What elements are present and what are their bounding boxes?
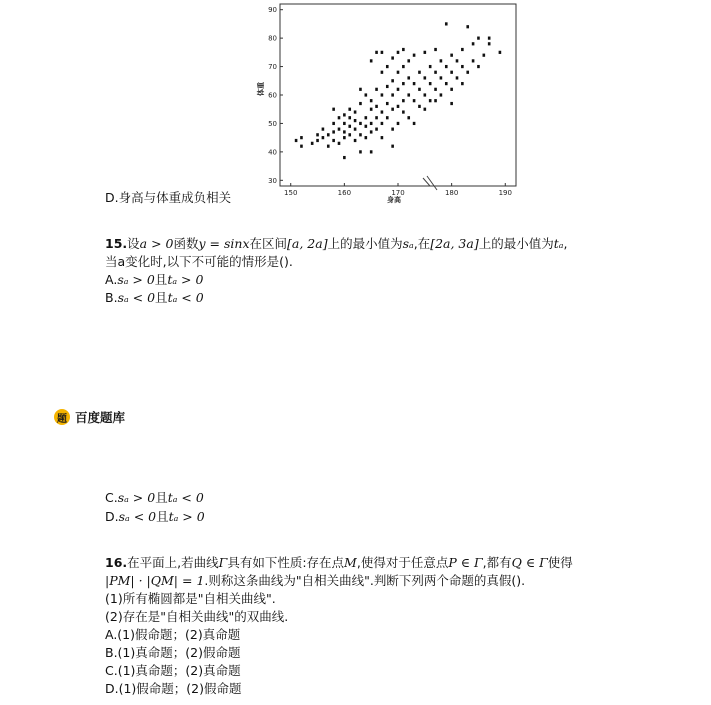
scatter-point [456,76,459,79]
q15-text: 上的最小值为 [327,236,403,251]
scatter-point [354,110,357,113]
scatter-point [359,88,362,91]
scatter-point [338,116,341,119]
scatter-point [413,122,416,125]
option-math: sₐ < 0 [117,290,156,305]
scatter-point [434,99,437,102]
y-tick-label: 50 [268,119,277,128]
scatter-point [365,136,368,139]
scatter-point [327,133,330,136]
scatter-point [466,71,469,74]
scatter-point [429,82,432,85]
scatter-point [343,156,346,159]
scatter-point [402,99,405,102]
scatter-point [418,105,421,108]
q15-text: 设 [127,236,140,251]
x-tick-label: 170 [391,189,405,197]
scatter-point [402,110,405,113]
scatter-point [440,76,443,79]
baidu-tiku-logo [54,408,125,426]
q14-option-d: D.身高与体重成负相关 [105,190,232,205]
q15-option-c[interactable] [105,489,204,507]
height-weight-scatter-chart [255,0,520,205]
q15-text: 在区间 [249,236,288,251]
q16-text: 具有如下性质:存在点 [227,555,345,570]
q16-math: M [344,555,357,570]
scatter-point [424,93,427,96]
scatter-point [375,116,378,119]
scatter-point [407,93,410,96]
q16-text: .则称这条曲线为"自相关曲线".判断下列两个命题的真假(). [204,573,526,588]
scatter-point [413,99,416,102]
q15-stem-line1 [105,235,567,253]
scatter-point [332,108,335,111]
scatter-point [391,145,394,148]
q16-math: Γ [218,555,228,570]
scatter-point [332,139,335,142]
scatter-point [348,125,351,128]
scatter-point [440,93,443,96]
scatter-point [386,102,389,105]
option-letter: C. [105,490,118,505]
scatter-point [445,65,448,68]
scatter-point [402,48,405,51]
scatter-point [381,110,384,113]
scatter-point [472,42,475,45]
scatter-point [413,54,416,57]
scan-artifact-mark [423,176,437,190]
x-tick-label: 160 [337,189,352,197]
scatter-point [450,102,453,105]
scatter-point [445,82,448,85]
q15-math: [2a, 3a] [430,236,479,251]
scatter-point [375,51,378,54]
scatter-point [424,76,427,79]
scatter-point [381,122,384,125]
scatter-point [338,142,341,145]
x-tick-label: 150 [284,189,298,197]
y-tick-label: 70 [268,63,277,72]
scatter-point [440,59,443,62]
scatter-point [354,139,357,142]
scatter-point [348,133,351,136]
scatter-point [370,99,373,102]
scatter-point [343,130,346,133]
q15-text: 函数 [173,236,199,251]
y-axis-label: 体重 [257,82,265,96]
option-text: 且 [154,272,168,287]
scatter-point [327,145,330,148]
q16-text: 使得 [547,555,573,570]
scatter-point [370,122,373,125]
q15-option-a[interactable] [105,271,203,289]
q16-text: 在平面上,若曲线 [127,555,219,570]
scatter-point [343,136,346,139]
scatter-point [477,37,480,40]
scatter-point [295,139,298,142]
q16-option-c[interactable]: C.(1)真命题；(2)真命题 [105,663,241,678]
scatter-point [359,133,362,136]
scatter-point [418,88,421,91]
q16-text: ,使得对于任意点 [356,555,449,570]
scatter-point [370,59,373,62]
scatter-point [434,71,437,74]
scatter-point [322,128,325,131]
scatter-point [343,122,346,125]
scatter-point [397,51,400,54]
option-letter: A. [105,272,118,287]
scatter-point [397,71,400,74]
scatter-point [316,133,319,136]
scatter-point [343,113,346,116]
q15-number: 15. [105,236,128,251]
scatter-point [499,51,502,54]
scatter-point [397,88,400,91]
scatter-point [322,136,325,139]
option-text: 且 [155,290,168,305]
scatter-point [461,82,464,85]
scatter-point [450,54,453,57]
q15-stem-line2: 当a变化时,以下不可能的情形是(). [105,254,293,269]
scatter-point [466,25,469,28]
q15-math: a > 0 [139,236,174,251]
scatter-point [397,122,400,125]
scatter-point [402,82,405,85]
y-tick-label: 60 [268,91,277,100]
q15-math: [a, 2a] [287,236,328,251]
q16-math: Q ∈ Γ [511,555,548,570]
scatter-point [477,65,480,68]
option-letter: D. [105,509,119,524]
y-tick-label: 30 [268,176,277,185]
scatter-point [418,71,421,74]
scatter-point [461,48,464,51]
scatter-point [391,56,394,59]
scatter-point [365,93,368,96]
option-math: tₐ < 0 [167,290,204,305]
scatter-point [365,116,368,119]
scatter-point [300,145,303,148]
scatter-point [359,150,362,153]
scatter-point [413,82,416,85]
scatter-point [381,51,384,54]
scatter-point [386,65,389,68]
baidu-tiku-logo-icon: 题 [54,409,70,425]
q15-text: , [563,236,568,251]
scatter-point [354,128,357,131]
option-math: tₐ > 0 [167,272,204,287]
q16-stem-line2 [105,572,525,590]
scatter-point [391,93,394,96]
plot-frame [280,4,516,186]
logo-text: 百度题库 [75,410,126,425]
x-axis-label: 身高 [387,196,401,204]
scatter-point [316,139,319,142]
q16-math: |PM| · |QM| = 1 [105,573,205,588]
scatter-point [381,136,384,139]
q16-option-b[interactable]: B.(1)真命题；(2)假命题 [105,645,241,660]
y-tick-label: 80 [268,34,277,43]
scatter-point [365,125,368,128]
scatter-point [381,71,384,74]
scatter-point [461,65,464,68]
scatter-point [311,142,314,145]
q15-math: tₐ [553,236,564,251]
q16-proposition-1: (1)所有椭圆都是"自相关曲线". [105,591,276,606]
scatter-point [402,65,405,68]
scatter-point [483,54,486,57]
scatter-point [472,59,475,62]
option-math: tₐ > 0 [168,509,205,524]
scatter-point [429,99,432,102]
y-tick-label: 40 [268,148,277,157]
option-letter: B. [105,290,118,305]
scatter-point [391,108,394,111]
scatter-point [332,122,335,125]
option-math: sₐ > 0 [117,272,155,287]
scatter-point [397,105,400,108]
q16-option-d[interactable]: D.(1)假命题；(2)假命题 [105,681,242,696]
scatter-point [445,22,448,25]
scatter-point [359,122,362,125]
scatter-point [424,51,427,54]
scatter-point [370,130,373,133]
q16-stem-line1 [105,554,573,572]
q16-math: P ∈ Γ [448,555,483,570]
option-math: sₐ > 0 [117,490,156,505]
scatter-point [354,119,357,122]
scatter-point [391,79,394,82]
scatter-point [386,116,389,119]
scatter-point [456,59,459,62]
option-text: 且 [155,490,168,505]
q15-math: y = sinx [198,236,250,251]
option-math: sₐ < 0 [118,509,157,524]
q15-text: ,在 [413,236,431,251]
scatter-point [391,128,394,131]
option-math: tₐ < 0 [167,490,204,505]
q16-proposition-2: (2)存在是"自相关曲线"的双曲线. [105,609,289,624]
scatter-point [424,108,427,111]
scatter-point [375,88,378,91]
scatter-point [407,59,410,62]
scatter-point [434,88,437,91]
scatter-point [375,128,378,131]
option-text: 且 [156,509,169,524]
scatter-point [450,71,453,74]
scatter-point [381,93,384,96]
q15-option-d[interactable] [105,508,205,526]
scatter-point [407,76,410,79]
scatter-point [348,116,351,119]
q16-number: 16. [105,555,128,570]
scatter-point [488,37,491,40]
scatter-point [370,150,373,153]
q15-math: sₐ [402,236,414,251]
q16-text: ,都有 [482,555,512,570]
scatter-point [488,42,491,45]
scatter-point [348,108,351,111]
y-tick-label: 90 [268,6,277,15]
x-tick-label: 180 [444,189,459,197]
scatter-point [338,128,341,131]
q15-option-b[interactable] [105,289,204,307]
scatter-point [386,85,389,88]
scatter-point [375,105,378,108]
q16-option-a[interactable]: A.(1)假命题；(2)真命题 [105,627,241,642]
scatter-point [300,136,303,139]
scatter-point [429,65,432,68]
scatter-point [359,102,362,105]
scatter-point [370,108,373,111]
q15-text: 上的最小值为 [478,236,554,251]
scatter-point [450,88,453,91]
x-tick-label: 190 [498,189,512,197]
scatter-point [407,116,410,119]
scatter-point [332,130,335,133]
scatter-point [434,48,437,51]
